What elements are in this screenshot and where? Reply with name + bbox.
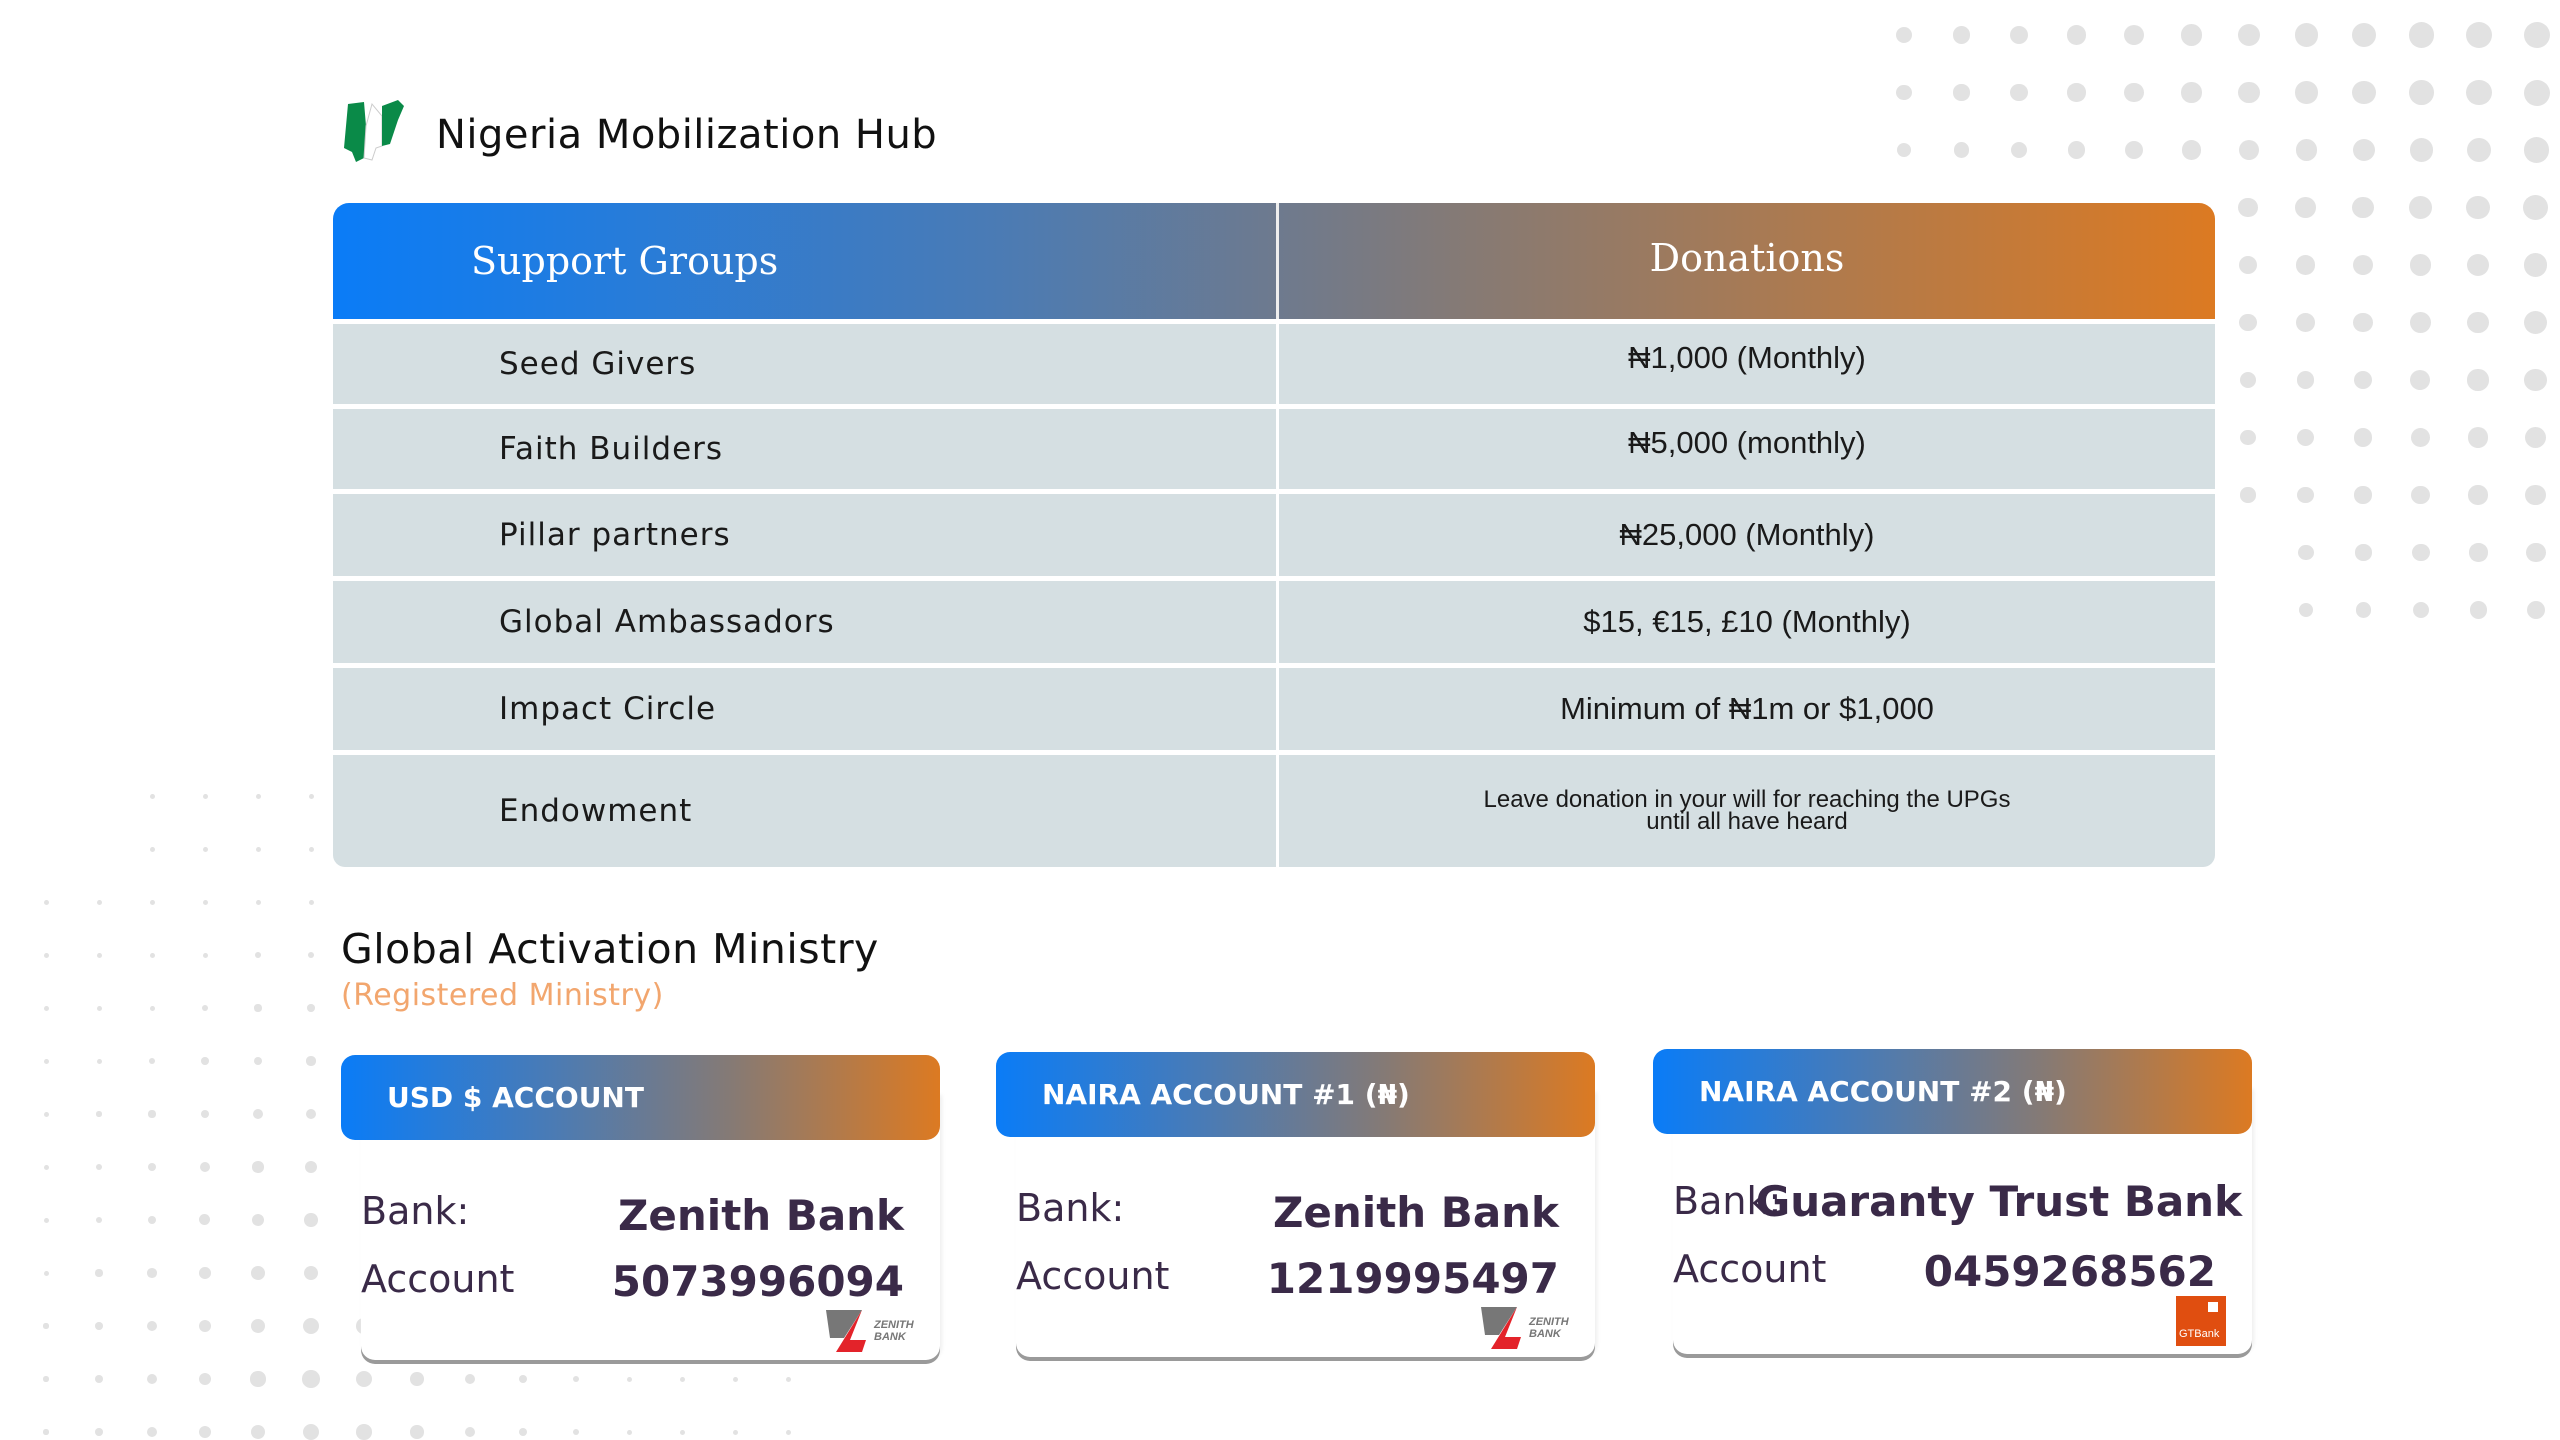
decorative-dot — [2238, 198, 2258, 218]
account-number[interactable]: 1219995497 — [1266, 1254, 1559, 1303]
decorative-dot — [256, 847, 261, 852]
svg-text:ZENITH: ZENITH — [874, 1319, 914, 1331]
decorative-dot — [97, 1059, 102, 1064]
bank-name: Zenith Bank — [617, 1191, 904, 1240]
decorative-dot — [627, 1377, 632, 1382]
decorative-dot — [2296, 139, 2318, 161]
bank-name: Guaranty Trust Bank — [1755, 1177, 2242, 1226]
decorative-dot — [573, 1429, 579, 1435]
decorative-dot — [519, 1428, 527, 1436]
decorative-dot — [2295, 81, 2317, 103]
decorative-dot — [2297, 429, 2314, 446]
decorative-dot — [2524, 22, 2550, 48]
decorative-dot — [2295, 23, 2318, 46]
decorative-dot — [2240, 487, 2255, 502]
decorative-dot — [1897, 143, 1911, 157]
decorative-dot — [2296, 255, 2316, 275]
decorative-dot — [201, 1057, 209, 1065]
decorative-dot — [2295, 197, 2316, 218]
decorative-dot — [2353, 255, 2374, 276]
decorative-dot — [199, 1320, 211, 1332]
decorative-dot — [203, 847, 208, 852]
decorative-dot — [2467, 138, 2492, 163]
decorative-dot — [309, 847, 314, 852]
decorative-dot — [256, 900, 261, 905]
table-row — [333, 324, 2215, 404]
decorative-dot — [465, 1427, 476, 1438]
group-name: Endowment — [333, 755, 1279, 867]
decorative-dot — [1953, 26, 1970, 43]
decorative-dot — [2352, 197, 2374, 219]
decorative-dot — [148, 1110, 155, 1117]
decorative-dot — [2466, 196, 2490, 220]
decorative-dot — [733, 1377, 738, 1382]
column-header-support-groups: Support Groups — [333, 203, 1279, 319]
zenith-bank-logo-icon — [822, 1308, 922, 1354]
account-label: Account — [1016, 1254, 1170, 1298]
decorative-dot — [203, 900, 208, 905]
column-header-donations: Donations — [1649, 236, 1845, 280]
support-groups-table — [333, 203, 2215, 867]
decorative-dot — [2468, 427, 2488, 447]
decorative-dot — [2353, 139, 2376, 162]
donation-amount: ₦1,000 (Monthly) — [1628, 340, 1866, 375]
decorative-dot — [2466, 80, 2492, 106]
decorative-dot — [199, 1373, 212, 1386]
decorative-dot — [2409, 196, 2432, 219]
table-row — [333, 581, 2215, 663]
decorative-dot — [1896, 85, 1911, 100]
decorative-dot — [627, 1430, 632, 1435]
decorative-dot — [1896, 27, 1912, 43]
decorative-dot — [97, 900, 102, 905]
decorative-dot — [2466, 22, 2492, 48]
decorative-dot — [2469, 543, 2487, 561]
decorative-dot — [302, 1370, 320, 1388]
decorative-dot — [410, 1425, 423, 1438]
decorative-dot — [2467, 312, 2489, 334]
decorative-dot — [251, 1266, 265, 1280]
ministry-name: Global Activation Ministry — [341, 925, 879, 973]
decorative-dot — [2524, 80, 2550, 106]
decorative-dot — [95, 1428, 103, 1436]
decorative-dot — [2297, 371, 2315, 389]
decorative-dot — [2354, 486, 2371, 503]
decorative-dot — [2524, 311, 2547, 334]
decorative-dot — [2352, 81, 2376, 105]
decorative-dot — [254, 1057, 263, 1066]
decorative-dot — [150, 900, 155, 905]
decorative-dot — [96, 1164, 102, 1170]
decorative-dot — [733, 1430, 738, 1435]
table-row — [333, 409, 2215, 489]
decorative-dot — [2526, 543, 2545, 562]
decorative-dot — [2239, 314, 2257, 332]
decorative-dot — [147, 1268, 157, 1278]
decorative-dot — [356, 1371, 372, 1387]
account-label: Account — [361, 1257, 515, 1301]
gtbank-logo-icon — [2176, 1296, 2226, 1346]
decorative-dot — [2410, 370, 2430, 390]
decorative-dot — [2239, 256, 2258, 275]
decorative-dot — [2523, 195, 2548, 220]
donation-amount: $15, €15, £10 (Monthly) — [1583, 604, 1911, 639]
decorative-dot — [150, 953, 155, 958]
decorative-dot — [250, 1371, 265, 1386]
decorative-dot — [2524, 137, 2550, 163]
decorative-dot — [44, 1271, 49, 1276]
decorative-dot — [2413, 602, 2429, 618]
account-card-title: USD $ ACCOUNT — [341, 1055, 940, 1140]
decorative-dot — [308, 952, 314, 958]
decorative-dot — [256, 794, 261, 799]
decorative-dot — [2410, 254, 2432, 276]
svg-text:BANK: BANK — [1529, 1328, 1561, 1340]
decorative-dot — [251, 1425, 266, 1440]
decorative-dot — [2296, 313, 2315, 332]
decorative-dot — [2240, 430, 2256, 446]
decorative-dot — [305, 1161, 317, 1173]
decorative-dot — [2068, 141, 2085, 158]
decorative-dot — [2410, 138, 2434, 162]
decorative-dot — [786, 1430, 791, 1435]
decorative-dot — [2181, 24, 2202, 45]
decorative-dot — [97, 1006, 102, 1011]
decorative-dot — [96, 1111, 101, 1116]
decorative-dot — [44, 1218, 49, 1223]
decorative-dot — [465, 1374, 476, 1385]
donation-amount: ₦25,000 (Monthly) — [1619, 517, 1875, 552]
decorative-dot — [203, 953, 208, 958]
bank-name: Zenith Bank — [1272, 1188, 1559, 1237]
decorative-dot — [44, 1165, 49, 1170]
decorative-dot — [150, 794, 155, 799]
decorative-dot — [306, 1109, 317, 1120]
decorative-dot — [252, 1214, 265, 1227]
donation-text: Leave donation in your will for reaching the UPGs until all have heard — [1483, 786, 2011, 835]
decorative-dot — [202, 1005, 208, 1011]
decorative-dot — [2468, 485, 2487, 504]
decorative-dot — [44, 953, 49, 958]
decorative-dot — [2010, 26, 2028, 44]
decorative-dot — [304, 1266, 319, 1281]
decorative-dot — [44, 1112, 49, 1117]
table-row — [333, 668, 2215, 750]
decorative-dot — [680, 1430, 685, 1435]
decorative-dot — [2354, 428, 2372, 446]
donation-amount: Minimum of ₦1m or $1,000 — [1560, 691, 1934, 726]
account-label: Account — [1673, 1247, 1827, 1291]
donation-amount — [1279, 755, 2215, 867]
decorative-dot — [95, 1375, 103, 1383]
account-card-title: NAIRA ACCOUNT #1 (₦) — [996, 1052, 1595, 1137]
decorative-dot — [1953, 84, 1969, 100]
decorative-dot — [252, 1161, 263, 1172]
decorative-dot — [2411, 486, 2429, 504]
decorative-dot — [199, 1267, 211, 1279]
decorative-dot — [2297, 487, 2313, 503]
ministry-subtitle: (Registered Ministry) — [341, 978, 664, 1013]
table-header — [333, 203, 2215, 319]
decorative-dot — [2409, 22, 2434, 47]
decorative-dot — [148, 1163, 156, 1171]
decorative-dot — [2238, 24, 2260, 46]
decorative-dot — [2240, 372, 2257, 389]
decorative-dot — [200, 1162, 210, 1172]
decorative-dot — [2527, 601, 2545, 619]
decorative-dot — [2410, 312, 2431, 333]
decorative-dot — [147, 1427, 157, 1437]
decorative-dot — [95, 1322, 103, 1330]
decorative-dot — [150, 1006, 155, 1011]
decorative-dot — [306, 1056, 315, 1065]
decorative-dot — [2125, 141, 2143, 159]
decorative-dot — [573, 1376, 579, 1382]
bank-label: Bank: — [1016, 1186, 1125, 1230]
decorative-dot — [2525, 427, 2546, 448]
decorative-dot — [149, 1058, 155, 1064]
decorative-dot — [303, 1424, 319, 1440]
decorative-dot — [199, 1426, 211, 1438]
decorative-dot — [786, 1377, 791, 1382]
decorative-dot — [95, 1269, 102, 1276]
svg-text:BANK: BANK — [874, 1331, 906, 1343]
decorative-dot — [2525, 485, 2545, 505]
decorative-dot — [203, 794, 208, 799]
decorative-dot — [2011, 142, 2027, 158]
account-card-title: NAIRA ACCOUNT #2 (₦) — [1653, 1049, 2252, 1134]
bank-label: Bank: — [1673, 1179, 1782, 1223]
decorative-dot — [303, 1318, 319, 1334]
decorative-dot — [2353, 313, 2373, 333]
decorative-dot — [43, 1323, 48, 1328]
decorative-dot — [43, 1376, 48, 1381]
page-title: Nigeria Mobilization Hub — [436, 112, 938, 158]
decorative-dot — [255, 952, 261, 958]
decorative-dot — [2238, 82, 2259, 103]
decorative-dot — [304, 1213, 318, 1227]
gtbank-logo-text: GTBank — [2179, 1328, 2220, 1340]
decorative-dot — [97, 953, 102, 958]
decorative-dot — [2354, 371, 2373, 390]
decorative-dot — [199, 1214, 210, 1225]
decorative-dot — [2524, 369, 2546, 391]
decorative-dot — [2067, 25, 2086, 44]
decorative-dot — [2470, 601, 2487, 618]
zenith-bank-logo-icon — [1477, 1305, 1577, 1351]
decorative-dot — [2298, 545, 2313, 560]
decorative-dot — [1954, 142, 1969, 157]
donation-amount: ₦5,000 (monthly) — [1628, 425, 1866, 460]
decorative-dot — [519, 1375, 528, 1384]
decorative-dot — [44, 1059, 49, 1064]
decorative-dot — [201, 1110, 210, 1119]
decorative-dot — [410, 1372, 423, 1385]
decorative-dot — [44, 1006, 49, 1011]
decorative-dot — [2467, 369, 2488, 390]
decorative-dot — [2124, 25, 2144, 45]
group-name: Seed Givers — [333, 324, 1279, 404]
table-row — [333, 494, 2215, 576]
decorative-dot — [309, 900, 314, 905]
account-number[interactable]: 0459268562 — [1923, 1247, 2216, 1296]
decorative-dot — [2010, 84, 2027, 101]
decorative-dot — [2412, 544, 2429, 561]
group-name: Global Ambassadors — [333, 581, 1279, 663]
decorative-dot — [148, 1216, 157, 1225]
decorative-dot — [2182, 140, 2201, 159]
nigeria-map-flag-icon — [342, 96, 438, 168]
decorative-dot — [356, 1424, 371, 1439]
decorative-dot — [2299, 603, 2313, 617]
decorative-dot — [680, 1377, 685, 1382]
decorative-dot — [2409, 80, 2434, 105]
group-name: Faith Builders — [333, 409, 1279, 489]
decorative-dot — [253, 1109, 263, 1119]
svg-text:ZENITH: ZENITH — [1529, 1316, 1569, 1328]
bank-label: Bank: — [361, 1189, 470, 1233]
decorative-dot — [2355, 544, 2371, 560]
decorative-dot — [2352, 23, 2376, 47]
account-card-usd — [341, 1055, 940, 1360]
decorative-dot — [2356, 602, 2371, 617]
decorative-dot — [96, 1217, 103, 1224]
decorative-dot — [2067, 83, 2085, 101]
decorative-dot — [44, 900, 49, 905]
decorative-dot — [251, 1319, 266, 1334]
group-name: Pillar partners — [333, 494, 1279, 576]
decorative-dot — [43, 1429, 48, 1434]
account-number[interactable]: 5073996094 — [611, 1257, 904, 1306]
account-card-naira-1 — [996, 1052, 1595, 1357]
decorative-dot — [309, 794, 314, 799]
decorative-dot — [150, 847, 155, 852]
group-name: Impact Circle — [333, 668, 1279, 750]
decorative-dot — [2181, 82, 2201, 102]
table-row — [333, 755, 2215, 867]
decorative-dot — [307, 1004, 315, 1012]
decorative-dot — [2124, 83, 2143, 102]
decorative-dot — [254, 1004, 261, 1011]
decorative-dot — [2411, 428, 2430, 447]
decorative-dot — [2467, 254, 2490, 277]
decorative-dot — [2239, 140, 2260, 161]
account-card-naira-2 — [1653, 1049, 2252, 1354]
decorative-dot — [147, 1374, 157, 1384]
decorative-dot — [147, 1321, 157, 1331]
decorative-dot — [2524, 253, 2548, 277]
